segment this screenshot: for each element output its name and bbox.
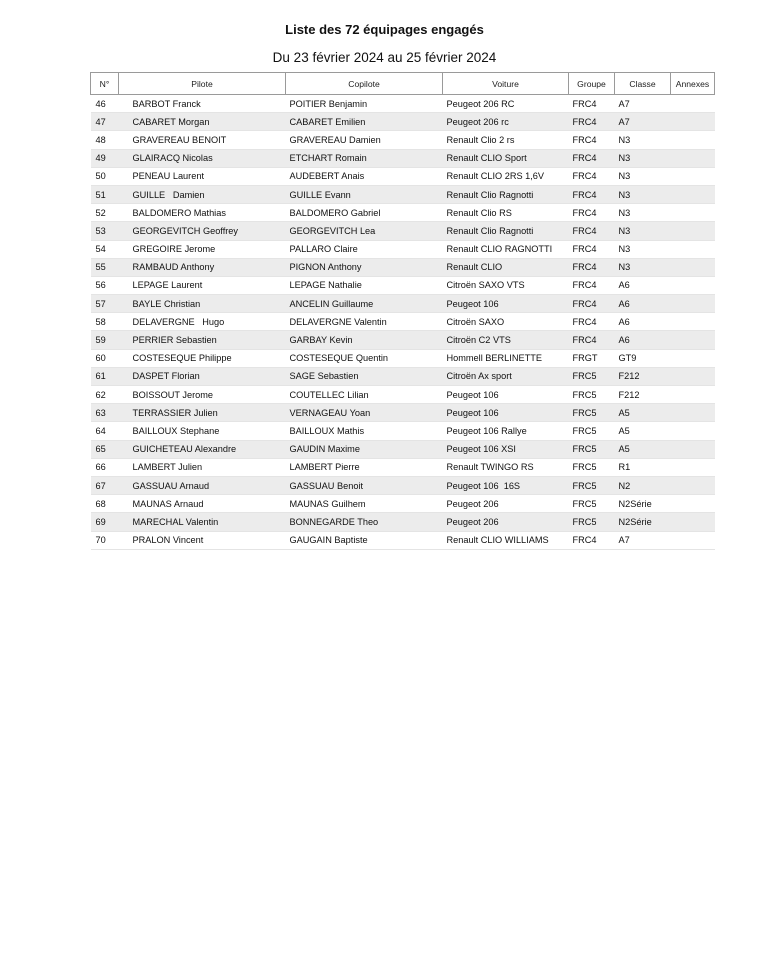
cell-voiture: Hommell BERLINETTE [443,349,569,367]
cell-copilote: ETCHART Romain [286,149,443,167]
cell-classe: N3 [615,167,671,185]
cell-classe: A7 [615,95,671,113]
cell-pilote: MARECHAL Valentin [119,513,286,531]
cell-copilote: CABARET Emilien [286,113,443,131]
cell-groupe: FRC5 [569,513,615,531]
cell-annexes [671,331,715,349]
cell-pilote: BAYLE Christian [119,295,286,313]
crews-table [90,72,715,550]
cell-groupe: FRGT [569,349,615,367]
cell-classe: A5 [615,422,671,440]
cell-num: 69 [91,513,119,531]
table-row [91,531,715,549]
column-header-annexes: Annexes [671,73,715,95]
cell-copilote: GAUDIN Maxime [286,440,443,458]
cell-voiture: Peugeot 106 [443,386,569,404]
cell-pilote: GUILLE Damien [119,185,286,203]
cell-groupe: FRC4 [569,313,615,331]
cell-pilote: LEPAGE Laurent [119,276,286,294]
cell-annexes [671,367,715,385]
cell-groupe: FRC4 [569,531,615,549]
cell-copilote: GAUGAIN Baptiste [286,531,443,549]
cell-pilote: BALDOMERO Mathias [119,204,286,222]
cell-num: 58 [91,313,119,331]
cell-pilote: BAILLOUX Stephane [119,422,286,440]
table-row [91,440,715,458]
table-row [91,422,715,440]
table-row [91,131,715,149]
cell-annexes [671,258,715,276]
cell-classe: N2Série [615,495,671,513]
cell-voiture: Renault TWINGO RS [443,458,569,476]
cell-pilote: GRAVEREAU BENOIT [119,131,286,149]
table-row [91,185,715,203]
table-row [91,476,715,494]
cell-voiture: Citroën SAXO [443,313,569,331]
column-header-pilote: Pilote [119,73,286,95]
cell-annexes [671,404,715,422]
cell-copilote: MAUNAS Guilhem [286,495,443,513]
cell-copilote: GRAVEREAU Damien [286,131,443,149]
cell-classe: N3 [615,240,671,258]
cell-groupe: FRC4 [569,131,615,149]
cell-copilote: PALLARO Claire [286,240,443,258]
cell-num: 60 [91,349,119,367]
cell-pilote: LAMBERT Julien [119,458,286,476]
cell-num: 70 [91,531,119,549]
cell-groupe: FRC4 [569,258,615,276]
cell-voiture: Peugeot 106 16S [443,476,569,494]
cell-num: 50 [91,167,119,185]
cell-annexes [671,167,715,185]
cell-annexes [671,531,715,549]
cell-voiture: Citroën C2 VTS [443,331,569,349]
cell-num: 55 [91,258,119,276]
cell-copilote: COSTESEQUE Quentin [286,349,443,367]
cell-annexes [671,204,715,222]
cell-copilote: VERNAGEAU Yoan [286,404,443,422]
table-row [91,513,715,531]
cell-pilote: GEORGEVITCH Geoffrey [119,222,286,240]
table-row [91,240,715,258]
cell-groupe: FRC4 [569,167,615,185]
cell-annexes [671,476,715,494]
cell-voiture: Renault Clio RS [443,204,569,222]
table-row [91,349,715,367]
cell-voiture: Peugeot 106 [443,295,569,313]
cell-groupe: FRC5 [569,422,615,440]
cell-voiture: Renault CLIO Sport [443,149,569,167]
cell-voiture: Renault Clio Ragnotti [443,222,569,240]
cell-copilote: BONNEGARDE Theo [286,513,443,531]
cell-pilote: GUICHETEAU Alexandre [119,440,286,458]
cell-groupe: FRC4 [569,95,615,113]
table-row [91,222,715,240]
table-row [91,495,715,513]
cell-num: 56 [91,276,119,294]
cell-groupe: FRC5 [569,440,615,458]
cell-annexes [671,386,715,404]
cell-num: 68 [91,495,119,513]
column-header-number: N° [91,73,119,95]
cell-num: 62 [91,386,119,404]
cell-classe: N2 [615,476,671,494]
table-header-row [91,73,715,95]
cell-classe: A5 [615,440,671,458]
cell-pilote: GLAIRACQ Nicolas [119,149,286,167]
cell-annexes [671,131,715,149]
cell-copilote: BAILLOUX Mathis [286,422,443,440]
cell-groupe: FRC4 [569,149,615,167]
table-row [91,386,715,404]
cell-pilote: TERRASSIER Julien [119,404,286,422]
cell-annexes [671,149,715,167]
cell-num: 51 [91,185,119,203]
cell-groupe: FRC5 [569,458,615,476]
cell-voiture: Peugeot 206 [443,495,569,513]
cell-copilote: AUDEBERT Anais [286,167,443,185]
cell-num: 49 [91,149,119,167]
cell-voiture: Peugeot 106 XSI [443,440,569,458]
cell-groupe: FRC5 [569,404,615,422]
column-header-classe: Classe [615,73,671,95]
cell-classe: N3 [615,149,671,167]
cell-voiture: Citroën SAXO VTS [443,276,569,294]
table-row [91,331,715,349]
cell-annexes [671,495,715,513]
cell-pilote: DELAVERGNE Hugo [119,313,286,331]
cell-classe: N3 [615,204,671,222]
cell-classe: A7 [615,113,671,131]
cell-annexes [671,440,715,458]
cell-num: 64 [91,422,119,440]
event-dates: Du 23 février 2024 au 25 février 2024 [272,50,497,65]
cell-num: 63 [91,404,119,422]
cell-groupe: FRC4 [569,113,615,131]
cell-copilote: GASSUAU Benoit [286,476,443,494]
cell-copilote: DELAVERGNE Valentin [286,313,443,331]
table-row [91,113,715,131]
cell-classe: N2Série [615,513,671,531]
cell-classe: GT9 [615,349,671,367]
cell-pilote: MAUNAS Arnaud [119,495,286,513]
cell-num: 59 [91,331,119,349]
table-row [91,276,715,294]
cell-voiture: Peugeot 206 [443,513,569,531]
cell-copilote: POITIER Benjamin [286,95,443,113]
cell-voiture: Peugeot 206 rc [443,113,569,131]
cell-classe: N3 [615,185,671,203]
cell-annexes [671,240,715,258]
table-row [91,149,715,167]
column-header-groupe: Groupe [569,73,615,95]
cell-voiture: Peugeot 106 Rallye [443,422,569,440]
cell-num: 54 [91,240,119,258]
table-row [91,95,715,113]
cell-voiture: Renault CLIO RAGNOTTI [443,240,569,258]
cell-groupe: FRC5 [569,367,615,385]
cell-groupe: FRC4 [569,204,615,222]
cell-classe: A5 [615,404,671,422]
cell-groupe: FRC4 [569,276,615,294]
cell-annexes [671,276,715,294]
cell-pilote: BARBOT Franck [119,95,286,113]
cell-pilote: COSTESEQUE Philippe [119,349,286,367]
cell-voiture: Renault Clio 2 rs [443,131,569,149]
cell-annexes [671,458,715,476]
cell-pilote: DASPET Florian [119,367,286,385]
cell-num: 61 [91,367,119,385]
cell-voiture: Citroën Ax sport [443,367,569,385]
cell-copilote: GARBAY Kevin [286,331,443,349]
cell-classe: A6 [615,331,671,349]
cell-num: 66 [91,458,119,476]
cell-pilote: PRALON Vincent [119,531,286,549]
cell-voiture: Peugeot 206 RC [443,95,569,113]
cell-pilote: BOISSOUT Jerome [119,386,286,404]
cell-annexes [671,222,715,240]
cell-annexes [671,295,715,313]
table-row [91,295,715,313]
column-header-copilote: Copilote [286,73,443,95]
cell-groupe: FRC5 [569,386,615,404]
cell-groupe: FRC5 [569,495,615,513]
cell-annexes [671,513,715,531]
table-row [91,367,715,385]
cell-pilote: CABARET Morgan [119,113,286,131]
page-title: Liste des 72 équipages engagés [285,22,484,37]
cell-classe: N3 [615,258,671,276]
cell-classe: R1 [615,458,671,476]
table-row [91,458,715,476]
cell-num: 57 [91,295,119,313]
cell-copilote: PIGNON Anthony [286,258,443,276]
cell-copilote: ANCELIN Guillaume [286,295,443,313]
table-body [91,95,715,550]
table-row [91,204,715,222]
cell-annexes [671,95,715,113]
column-header-voiture: Voiture [443,73,569,95]
cell-voiture: Renault CLIO WILLIAMS [443,531,569,549]
cell-voiture: Renault CLIO 2RS 1,6V [443,167,569,185]
cell-copilote: COUTELLEC Lilian [286,386,443,404]
cell-groupe: FRC4 [569,240,615,258]
cell-groupe: FRC5 [569,476,615,494]
cell-copilote: LEPAGE Nathalie [286,276,443,294]
cell-num: 48 [91,131,119,149]
cell-annexes [671,113,715,131]
cell-classe: F212 [615,367,671,385]
cell-groupe: FRC4 [569,295,615,313]
cell-groupe: FRC4 [569,222,615,240]
cell-groupe: FRC4 [569,185,615,203]
cell-copilote: GUILLE Evann [286,185,443,203]
cell-classe: N3 [615,131,671,149]
cell-classe: A6 [615,313,671,331]
table-row [91,258,715,276]
table-row [91,167,715,185]
cell-annexes [671,422,715,440]
cell-annexes [671,185,715,203]
cell-annexes [671,313,715,331]
cell-num: 47 [91,113,119,131]
table-row [91,313,715,331]
cell-annexes [671,349,715,367]
cell-pilote: PERRIER Sebastien [119,331,286,349]
table-row [91,404,715,422]
cell-num: 52 [91,204,119,222]
cell-pilote: GREGOIRE Jerome [119,240,286,258]
cell-num: 53 [91,222,119,240]
cell-copilote: SAGE Sebastien [286,367,443,385]
cell-pilote: GASSUAU Arnaud [119,476,286,494]
cell-num: 46 [91,95,119,113]
cell-voiture: Renault CLIO [443,258,569,276]
cell-classe: A7 [615,531,671,549]
cell-classe: N3 [615,222,671,240]
cell-voiture: Renault Clio Ragnotti [443,185,569,203]
cell-copilote: GEORGEVITCH Lea [286,222,443,240]
cell-copilote: LAMBERT Pierre [286,458,443,476]
cell-voiture: Peugeot 106 [443,404,569,422]
cell-groupe: FRC4 [569,331,615,349]
cell-classe: A6 [615,295,671,313]
cell-num: 67 [91,476,119,494]
cell-num: 65 [91,440,119,458]
cell-copilote: BALDOMERO Gabriel [286,204,443,222]
cell-pilote: RAMBAUD Anthony [119,258,286,276]
cell-classe: A6 [615,276,671,294]
cell-pilote: PENEAU Laurent [119,167,286,185]
cell-classe: F212 [615,386,671,404]
